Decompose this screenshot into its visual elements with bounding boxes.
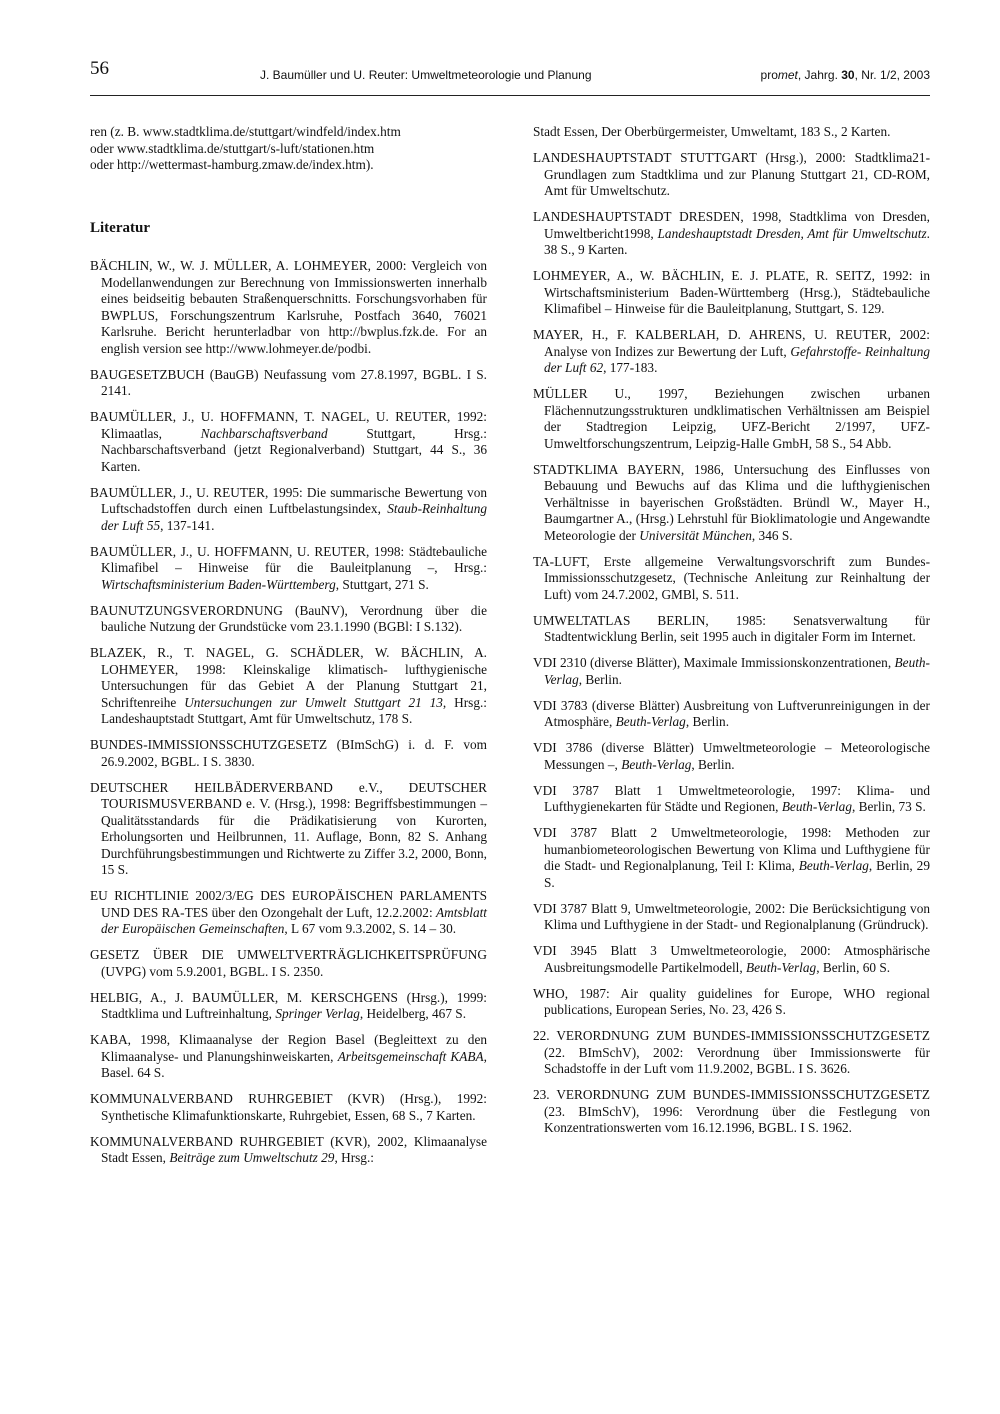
reference-text: Stadt Essen, Der Oberbürgermeister, Umweltamt, 183 S., 2 Karten. [533, 124, 891, 139]
reference-entry [533, 698, 930, 731]
reference-text: , Stuttgart, 271 S. [335, 576, 429, 592]
journal-name-italic: met [777, 68, 798, 82]
reference-text: KABA, 1998, Klimaanalyse der Region Basel (Begleittext zu den Klimaanalyse- und Planungshinweiskarten, [90, 1032, 487, 1064]
reference-italic-title: Beuth-Verlag [615, 714, 686, 729]
reference-text: LANDESHAUPTSTADT DRESDEN, 1998, Stadtklima von Dresden, Umweltbericht1998, [533, 209, 930, 241]
page-number: 56 [90, 58, 109, 79]
reference-italic-title: 29 [321, 1150, 335, 1165]
reference-entry [533, 386, 930, 452]
reference-text: VDI 2310 (diverse Blätter), Maximale Immissionskonzentrationen, [533, 655, 895, 670]
reference-entry [533, 1028, 930, 1078]
reference-text: . 38 S., 9 Karten. [544, 225, 930, 257]
reference-entry [533, 268, 930, 318]
reference-italic-title: Beuth-Verlag [746, 959, 817, 975]
journal-volume: 30 [841, 68, 855, 82]
reference-entry [90, 258, 487, 357]
reference-entry [90, 367, 487, 400]
intro-line: oder http://wettermast-hamburg.zmaw.de/index.htm). [90, 157, 374, 172]
reference-text: VDI 3783 (diverse Blätter) Ausbreitung von Luftverunreinigungen in der Atmosphäre, [533, 697, 930, 729]
reference-text: , 177-183. [603, 360, 658, 375]
intro-line: oder www.stadtklima.de/stuttgart/s-luft/stationen.htm [90, 140, 375, 156]
reference-text: EU RICHTLINIE 2002/3/EG DES EUROPÄISCHEN PARLAMENTS UND DES RA-TES über den Ozongehalt der Luft, 12.2.2002: [90, 888, 487, 920]
reference-entry [533, 124, 930, 141]
reference-text: HELBIG, A., J. BAUMÜLLER, M. KERSCHGENS (Hrsg.), 1999: Stadtklima und Luftreinhaltung, [90, 989, 487, 1021]
reference-text: , Hrsg.: [334, 1150, 374, 1165]
reference-entry [533, 1087, 930, 1137]
reference-text: , Berlin. [685, 714, 730, 729]
reference-text: BUNDES-IMMISSIONSSCHUTZGESETZ (BImSchG) i. d. F. vom 26.9.2002, BGBL. I S. 3830. [90, 737, 487, 769]
journal-citation [761, 68, 930, 82]
reference-entry [90, 645, 487, 728]
reference-text: WHO, 1987: Air quality guidelines for Europe, WHO regional publications, European Series, No. 23, 426 S. [533, 985, 930, 1017]
reference-italic-title: Wirtschaftsministerium Baden-Württemberg [101, 576, 336, 592]
reference-text: VDI 3945 Blatt 3 Umweltmeteorologie, 2000: Atmosphärische Ausbreitungsmodelle Partikelmodell, [533, 943, 930, 975]
reference-entry [533, 327, 930, 377]
reference-entry [533, 462, 930, 545]
reference-text: , Berlin. [691, 756, 735, 772]
reference-text: BAUMÜLLER, J., U. REUTER, 1995: Die summarische Bewertung von Luftschadstoffen durch einen Luftbelastungsindex, [90, 484, 487, 516]
reference-text: , Heidelberg, 467 S. [359, 1006, 467, 1021]
reference-italic-title: Staub-Reinhaltung der Luft [101, 501, 487, 533]
reference-text: BAUMÜLLER, J., U. HOFFMANN, U. REUTER, 1998: Städtebauliche Klimafibel – Hinweise für die Bauleitplanung –, Hrsg.: [90, 543, 487, 575]
reference-italic-title: Beuth-Verlag [544, 655, 930, 687]
intro-paragraph [90, 124, 487, 174]
reference-italic-title: 55 [146, 517, 161, 533]
reference-text: LANDESHAUPTSTADT STUTTGART (Hrsg.), 2000: Stadtklima21-Grundlagen zum Stadtklima und zur Planung Stuttgart 21, CD-ROM, Amt für Umweltschutz. [533, 150, 930, 198]
reference-entry [533, 209, 930, 259]
reference-entry [90, 485, 487, 535]
left-column [90, 124, 487, 1176]
reference-text: , Berlin, 73 S. [851, 799, 926, 814]
reference-entry [90, 409, 487, 475]
reference-text: , Berlin, 60 S. [816, 959, 891, 975]
journal-issue: , Nr. 1/2, 2003 [854, 68, 930, 82]
reference-text: VDI 3787 Blatt 2 Umweltmeteorologie, 1998: Methoden zur humanbiometeorologischen Bewertung von Klima und Lufthygiene für die Stadt- und Regionalplanung, Teil I: Klima, [533, 825, 930, 873]
reference-text: GESETZ ÜBER DIE UMWELTVERTRÄGLICHKEITSPRÜFUNG (UVPG) vom 5.9.2001, BGBL. I S. 2350. [90, 947, 487, 979]
reference-text: , Berlin. [578, 671, 622, 687]
reference-italic-title: Beuth-Verlag [621, 756, 692, 772]
reference-text: , Hrsg.: Landeshauptstadt Stuttgart, Amt für Umweltschutz, 178 S. [101, 694, 487, 726]
reference-text: BAUNUTZUNGSVERORDNUNG (BauNV), Verordnung über die bauliche Nutzung der Grundstücke vom 23.1.1990 (BGBl: I S.132). [90, 602, 487, 634]
reference-italic-title: Landeshauptstadt Dresden, Amt für Umweltschutz [657, 225, 927, 241]
reference-text [422, 695, 430, 710]
reference-text: , 346 S. [751, 527, 793, 543]
reference-entry [90, 888, 487, 938]
reference-entry [533, 150, 930, 200]
reference-text: DEUTSCHER HEILBÄDERVERBAND e.V., DEUTSCHER TOURISMUSVERBAND e. V. (Hrsg.), 1998: Begriffsbestimmungen – Qualitätsstandards für die Prädikatisierung von Kurorten, Erholungsorten und Heilbrunnen, 11. Auflage, Bonn, 82 S. Anhang Durchführungsbestimmungen und Richtwerte zu Ziffer 3.2, 2000, Bonn, 15 S. [90, 779, 487, 877]
reference-text: , Berlin, 29 S. [544, 858, 930, 890]
reference-italic-title: Beuth-Verlag [798, 858, 869, 873]
reference-italic-title: Untersuchungen zur Umwelt Stuttgart 21 [184, 694, 422, 710]
reference-text: , L 67 vom 9.3.2002, S. 14 – 30. [284, 921, 457, 936]
reference-entry [90, 1091, 487, 1124]
reference-italic-title: Beiträge zum Umweltschutz [169, 1150, 318, 1165]
reference-text: 23. VERORDNUNG ZUM BUNDES-IMMISSIONSSCHUTZGESETZ (23. BImSchV), 1996: Verordnung über die Festlegung von Konzentrationswerten vom 16.12.1996, BGBL. I S. 1962. [533, 1087, 930, 1135]
reference-entry [533, 740, 930, 773]
reference-text: BAUGESETZBUCH (BauGB) Neufassung vom 27.8.1997, BGBL. I S. 2141. [90, 366, 487, 398]
reference-text: KOMMUNALVERBAND RUHRGEBIET (KVR) (Hrsg.), 1992: Synthetische Klimafunktionskarte, Ruhrgebiet, Essen, 68 S., 7 Karten. [90, 1091, 487, 1123]
reference-entry [533, 901, 930, 934]
reference-list-right [533, 124, 930, 1137]
reference-text: KOMMUNALVERBAND RUHRGEBIET (KVR), 2002, Klimaanalyse Stadt Essen, [90, 1133, 487, 1165]
reference-entry [90, 603, 487, 636]
right-column [533, 124, 930, 1146]
reference-text: , Basel. 64 S. [101, 1048, 487, 1080]
reference-entry [533, 783, 930, 816]
reference-italic-title: Amtsblatt der Europäischen Gemeinschaften [101, 904, 487, 936]
reference-italic-title: Springer Verlag [275, 1006, 360, 1021]
reference-italic-title: 13 [429, 694, 443, 710]
reference-text: STADTKLIMA BAYERN, 1986, Untersuchung des Einflusses von Bebauung und Bewuchs auf das Klima und die lufthygienischen Verhältnisse in bayerischen Großstädten. Bründl W., Mayer H., Baumgartner A., (Hrsg.) Lehrstuhl für Bioklimatologie und Angewandte Meteorologie der [533, 461, 930, 543]
reference-italic-title: Arbeitsgemeinschaft KABA [337, 1048, 484, 1064]
reference-entry [90, 947, 487, 980]
reference-italic-title: 62 [589, 360, 604, 375]
reference-entry [90, 737, 487, 770]
reference-text: BAUMÜLLER, J., U. HOFFMANN, T. NAGEL, U. REUTER, 1992: Klimaatlas, [90, 409, 487, 441]
reference-entry [533, 655, 930, 688]
reference-entry [533, 943, 930, 976]
reference-text: VDI 3787 Blatt 1 Umweltmeteorologie, 1997: Klima- und Lufthygienekarten für Städte und Regionen, [533, 782, 930, 814]
reference-text: MAYER, H., F. KALBERLAH, D. AHRENS, U. REUTER, 2002: Analyse von Indizes zur Bewertung der Luft, [533, 327, 930, 359]
reference-text: LOHMEYER, A., W. BÄCHLIN, E. J. PLATE, R. SEITZ, 1992: in Wirtschaftsministerium Baden-Württemberg (Hrsg.), Städtebauliche Klimafibel – Hinweise für die Bauleitplanung, Stuttgart, S. 129. [533, 268, 930, 316]
reference-italic-title: Nachbarschaftsverband [200, 425, 328, 441]
reference-text: , 137-141. [160, 517, 215, 533]
reference-text: VDI 3786 (diverse Blätter) Umweltmeteorologie – Meteorologische Messungen –, [533, 740, 930, 772]
reference-entry [90, 544, 487, 594]
reference-italic-title: Beuth-Verlag [781, 799, 852, 814]
reference-entry [90, 1032, 487, 1082]
reference-text: BLAZEK, R., T. NAGEL, G. SCHÄDLER, W. BÄCHLIN, A. LOHMEYER, 1998: Kleinskalige klimatisch- lufthygienische Untersuchungen für das Gebiet A der Planung Stuttgart 21, Schriftenreihe [90, 645, 487, 710]
reference-text: 22. VERORDNUNG ZUM BUNDES-IMMISSIONSSCHUTZGESETZ (22. BImSchV), 2002: Verordnung über Immissionswerte für Schadstoffe in der Luft vom 11.9.2002, BGBL. I S. 3626. [533, 1028, 930, 1076]
reference-text: TA-LUFT, Erste allgemeine Verwaltungsvorschrift zum Bundes-Immissionsschutzgesetz, (Technische Anleitung zur Reinhaltung der Luft) vom 24.7.2002, GMBl, S. 511. [533, 553, 930, 602]
reference-text: MÜLLER U., 1997, Beziehungen zwischen urbanen Flächennutzungsstrukturen undklimatischen Verhältnissen am Beispiel der Stadtregion Leipzig, UFZ-Bericht 2/1997, UFZ-Umweltforschungszentrum, Leipzig-Halle GmbH, 58 S., 54 Abb. [533, 386, 930, 451]
reference-text: Stuttgart, Hrsg.: Nachbarschaftsverband (jetzt Regionalverband) Stuttgart, 44 S., 36 Karten. [101, 425, 487, 474]
reference-italic-title: Universität München [639, 527, 752, 543]
reference-text: BÄCHLIN, W., W. J. MÜLLER, A. LOHMEYER, 2000: Vergleich von Modellanwendungen zur Berechnung von Immissionswerten innerhalb eines beidseitig bebauten Straßenquerschnitts. Forschungsvorhaben für BWPLUS, Forschungszentrum Karlsruhe, Postfach 3640, 76021 Karlsruhe. Bericht herunterladbar von http://bwplus.fzk.de. For an english version see http://www.lohmeyer.de/podbi. [90, 258, 487, 356]
running-header [90, 58, 930, 86]
reference-entry [90, 780, 487, 879]
reference-entry [533, 613, 930, 646]
reference-italic-title: Gefahrstoffe- Reinhaltung der Luft [544, 343, 931, 375]
header-rule [90, 95, 930, 96]
reference-entry [90, 990, 487, 1023]
reference-entry [533, 825, 930, 891]
reference-text: VDI 3787 Blatt 9, Umweltmeteorologie, 2002: Die Berücksichtigung von Klima und Lufthygiene in der Stadt- und Regionalplanung (Gründruck). [533, 900, 930, 932]
reference-entry [533, 554, 930, 604]
reference-entry [90, 1134, 487, 1167]
intro-line: ren (z. B. www.stadtklima.de/stuttgart/windfeld/index.htm [90, 124, 401, 139]
journal-year: , Jahrg. [797, 68, 842, 82]
reference-entry [533, 986, 930, 1019]
journal-name-prefix: pro [760, 68, 778, 82]
reference-text: UMWELTATLAS BERLIN, 1985: Senatsverwaltung für Stadtentwicklung Berlin, seit 1995 auch in digitaler Form im Internet. [533, 612, 930, 644]
section-heading: Literatur [90, 219, 150, 236]
reference-list-left [90, 258, 487, 1167]
running-title: J. Baumüller und U. Reuter: Umweltmeteorologie und Planung [260, 68, 592, 82]
